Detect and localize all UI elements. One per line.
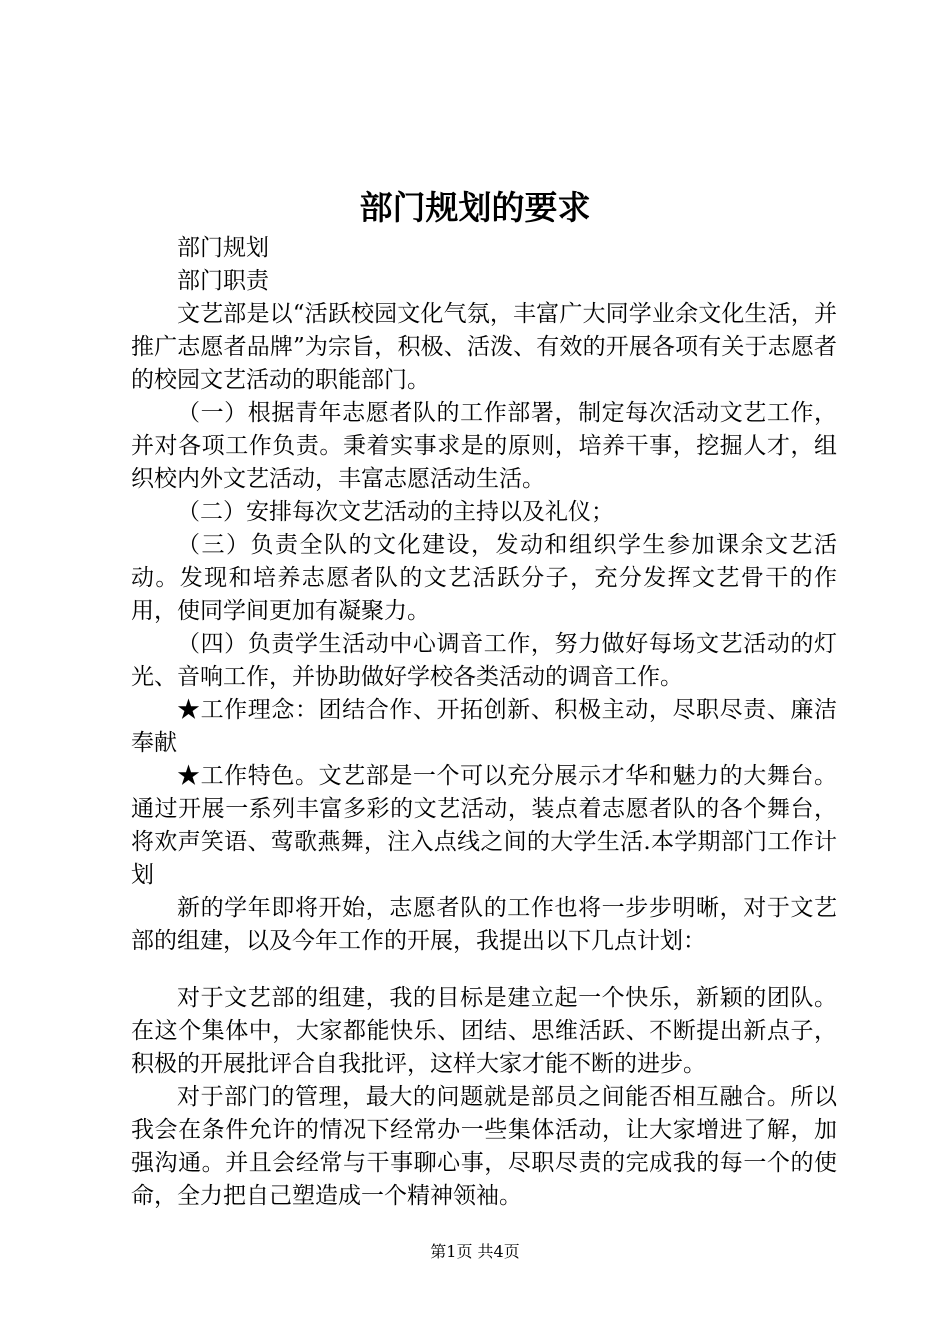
- paragraph: （一）根据青年志愿者队的工作部署，制定每次活动文艺工作，并对各项工作负责。秉着实事求是的原则，培养干事，挖掘人才，组织校内外文艺活动，丰富志愿活动生活。: [131, 400, 837, 492]
- paragraph: 文艺部是以“活跃校园文化气氛，丰富广大同学业余文化生活，并推广志愿者品牌”为宗旨，积极、活泼、有效的开展各项有关于志愿者的校园文艺活动的职能部门。: [131, 301, 837, 393]
- paragraph: ★工作特色。文艺部是一个可以充分展示才华和魅力的大舞台。通过开展一系列丰富多彩的文艺活动，装点着志愿者队的各个舞台，将欢声笑语、莺歌燕舞，注入点线之间的大学生活.本学期部门工作计划: [131, 763, 837, 888]
- paragraph: （三）负责全队的文化建设，发动和组织学生参加课余文艺活动。发现和培养志愿者队的文艺活跃分子，充分发挥文艺骨干的作用，使同学间更加有凝聚力。: [131, 532, 837, 624]
- paragraph: （四）负责学生活动中心调音工作，努力做好每场文艺活动的灯光、音响工作，并协助做好学校各类活动的调音工作。: [131, 631, 837, 690]
- document-body: [131, 232, 837, 1213]
- paragraph: 部门规划: [177, 235, 269, 261]
- paragraph: 部门职责: [177, 268, 269, 294]
- paragraph: ★工作理念：团结合作、开拓创新、积极主动，尽职尽责、廉洁奉献: [131, 697, 837, 756]
- paragraph: 对于部门的管理，最大的问题就是部员之间能否相互融合。所以我会在条件允许的情况下经常办一些集体活动，让大家增进了解，加强沟通。并且会经常与干事聊心事，尽职尽责的完成我的每一个的使命，全力把自己塑造成一个精神领袖。: [131, 1084, 837, 1209]
- paragraph: 新的学年即将开始，志愿者队的工作也将一步步明晰，对于文艺部的组建，以及今年工作的开展，我提出以下几点计划：: [131, 895, 837, 954]
- paragraph: 对于文艺部的组建，我的目标是建立起一个快乐，新颖的团队。在这个集体中，大家都能快乐、团结、思维活跃、不断提出新点子，积极的开展批评合自我批评，这样大家才能不断的进步。: [131, 985, 837, 1077]
- page-footer: 第1页 共4页: [430, 1242, 520, 1261]
- paragraph: （二）安排每次文艺活动的主持以及礼仪；: [177, 499, 614, 525]
- document-title: 部门规划的要求: [359, 188, 591, 227]
